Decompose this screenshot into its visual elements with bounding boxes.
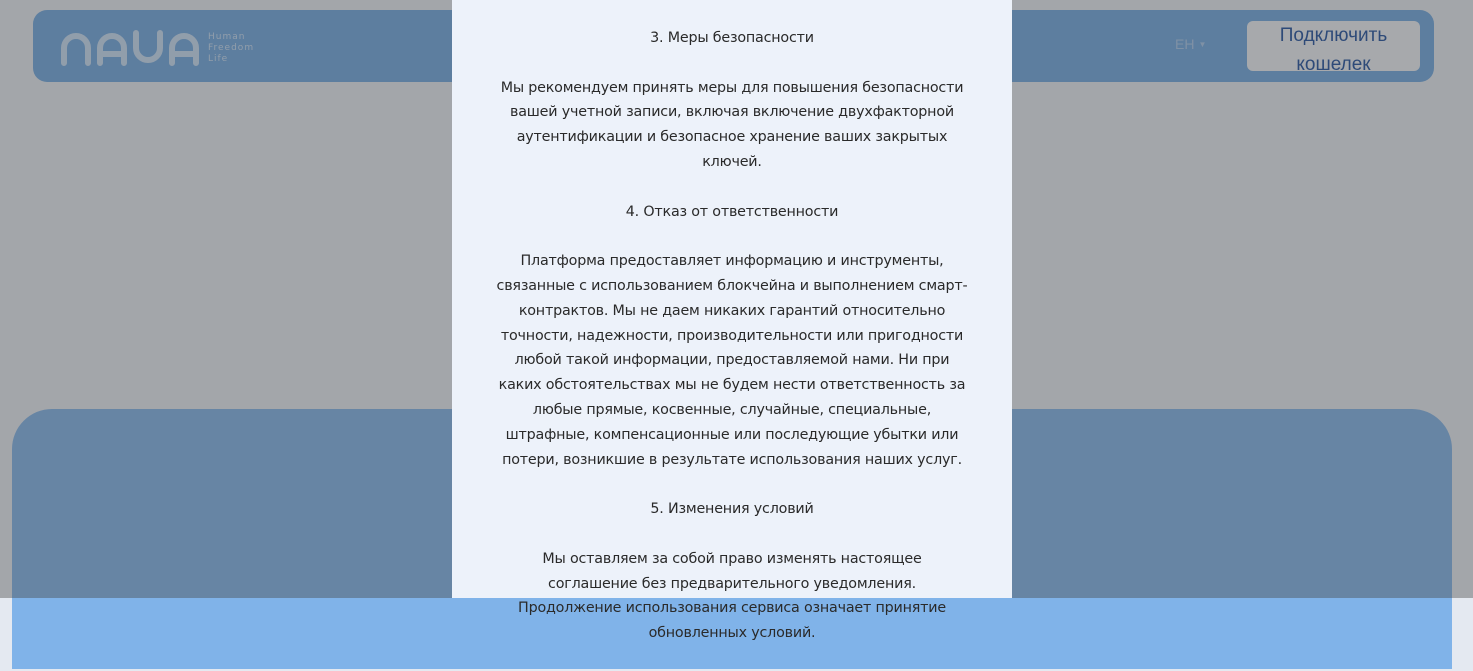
caret-down-icon: ▼ bbox=[1198, 39, 1207, 49]
language-label: EH bbox=[1175, 36, 1195, 52]
tagline-line: Life bbox=[208, 53, 229, 64]
section-title: 3. Меры безопасности bbox=[650, 30, 814, 46]
terms-modal-content[interactable] bbox=[452, 26, 1012, 671]
terms-modal bbox=[452, 0, 1012, 642]
tagline-line: Freedom bbox=[208, 42, 255, 53]
section-text: Мы оставляем за собой право изменять настоящее соглашение без предварительного уведомления. Продолжение использования сервиса означает принятие обновленных условий. bbox=[518, 550, 946, 642]
connect-wallet-button[interactable]: Подключить кошелек bbox=[1247, 21, 1420, 71]
section-text: Мы рекомендуем принять меры для повышения безопасности вашей учетной записи, включая включение двухфакторной аутентификации и безопасное хранение ваших закрытых ключей. bbox=[500, 79, 964, 170]
section-title: 5. Изменения условий bbox=[650, 501, 814, 518]
section-text: Платформа предоставляет информацию и инструменты, связанные с использованием блокчейна и выполнением смарт-контрактов. Мы не даем никаких гарантий относительно точности, надежности, производительности или пригодности любой такой информации, предоставляемой нами. Ни при каких обстоятельствах мы не будем нести ответственность за любые прямые, косвенные, случайные, специальные, штрафные, компенсационные или последующие убытки или потери, возникшие в результате использования наших услуг. bbox=[496, 253, 968, 468]
tagline-line: Human bbox=[208, 31, 246, 42]
section-title: 4. Отказ от ответственности bbox=[625, 203, 839, 220]
